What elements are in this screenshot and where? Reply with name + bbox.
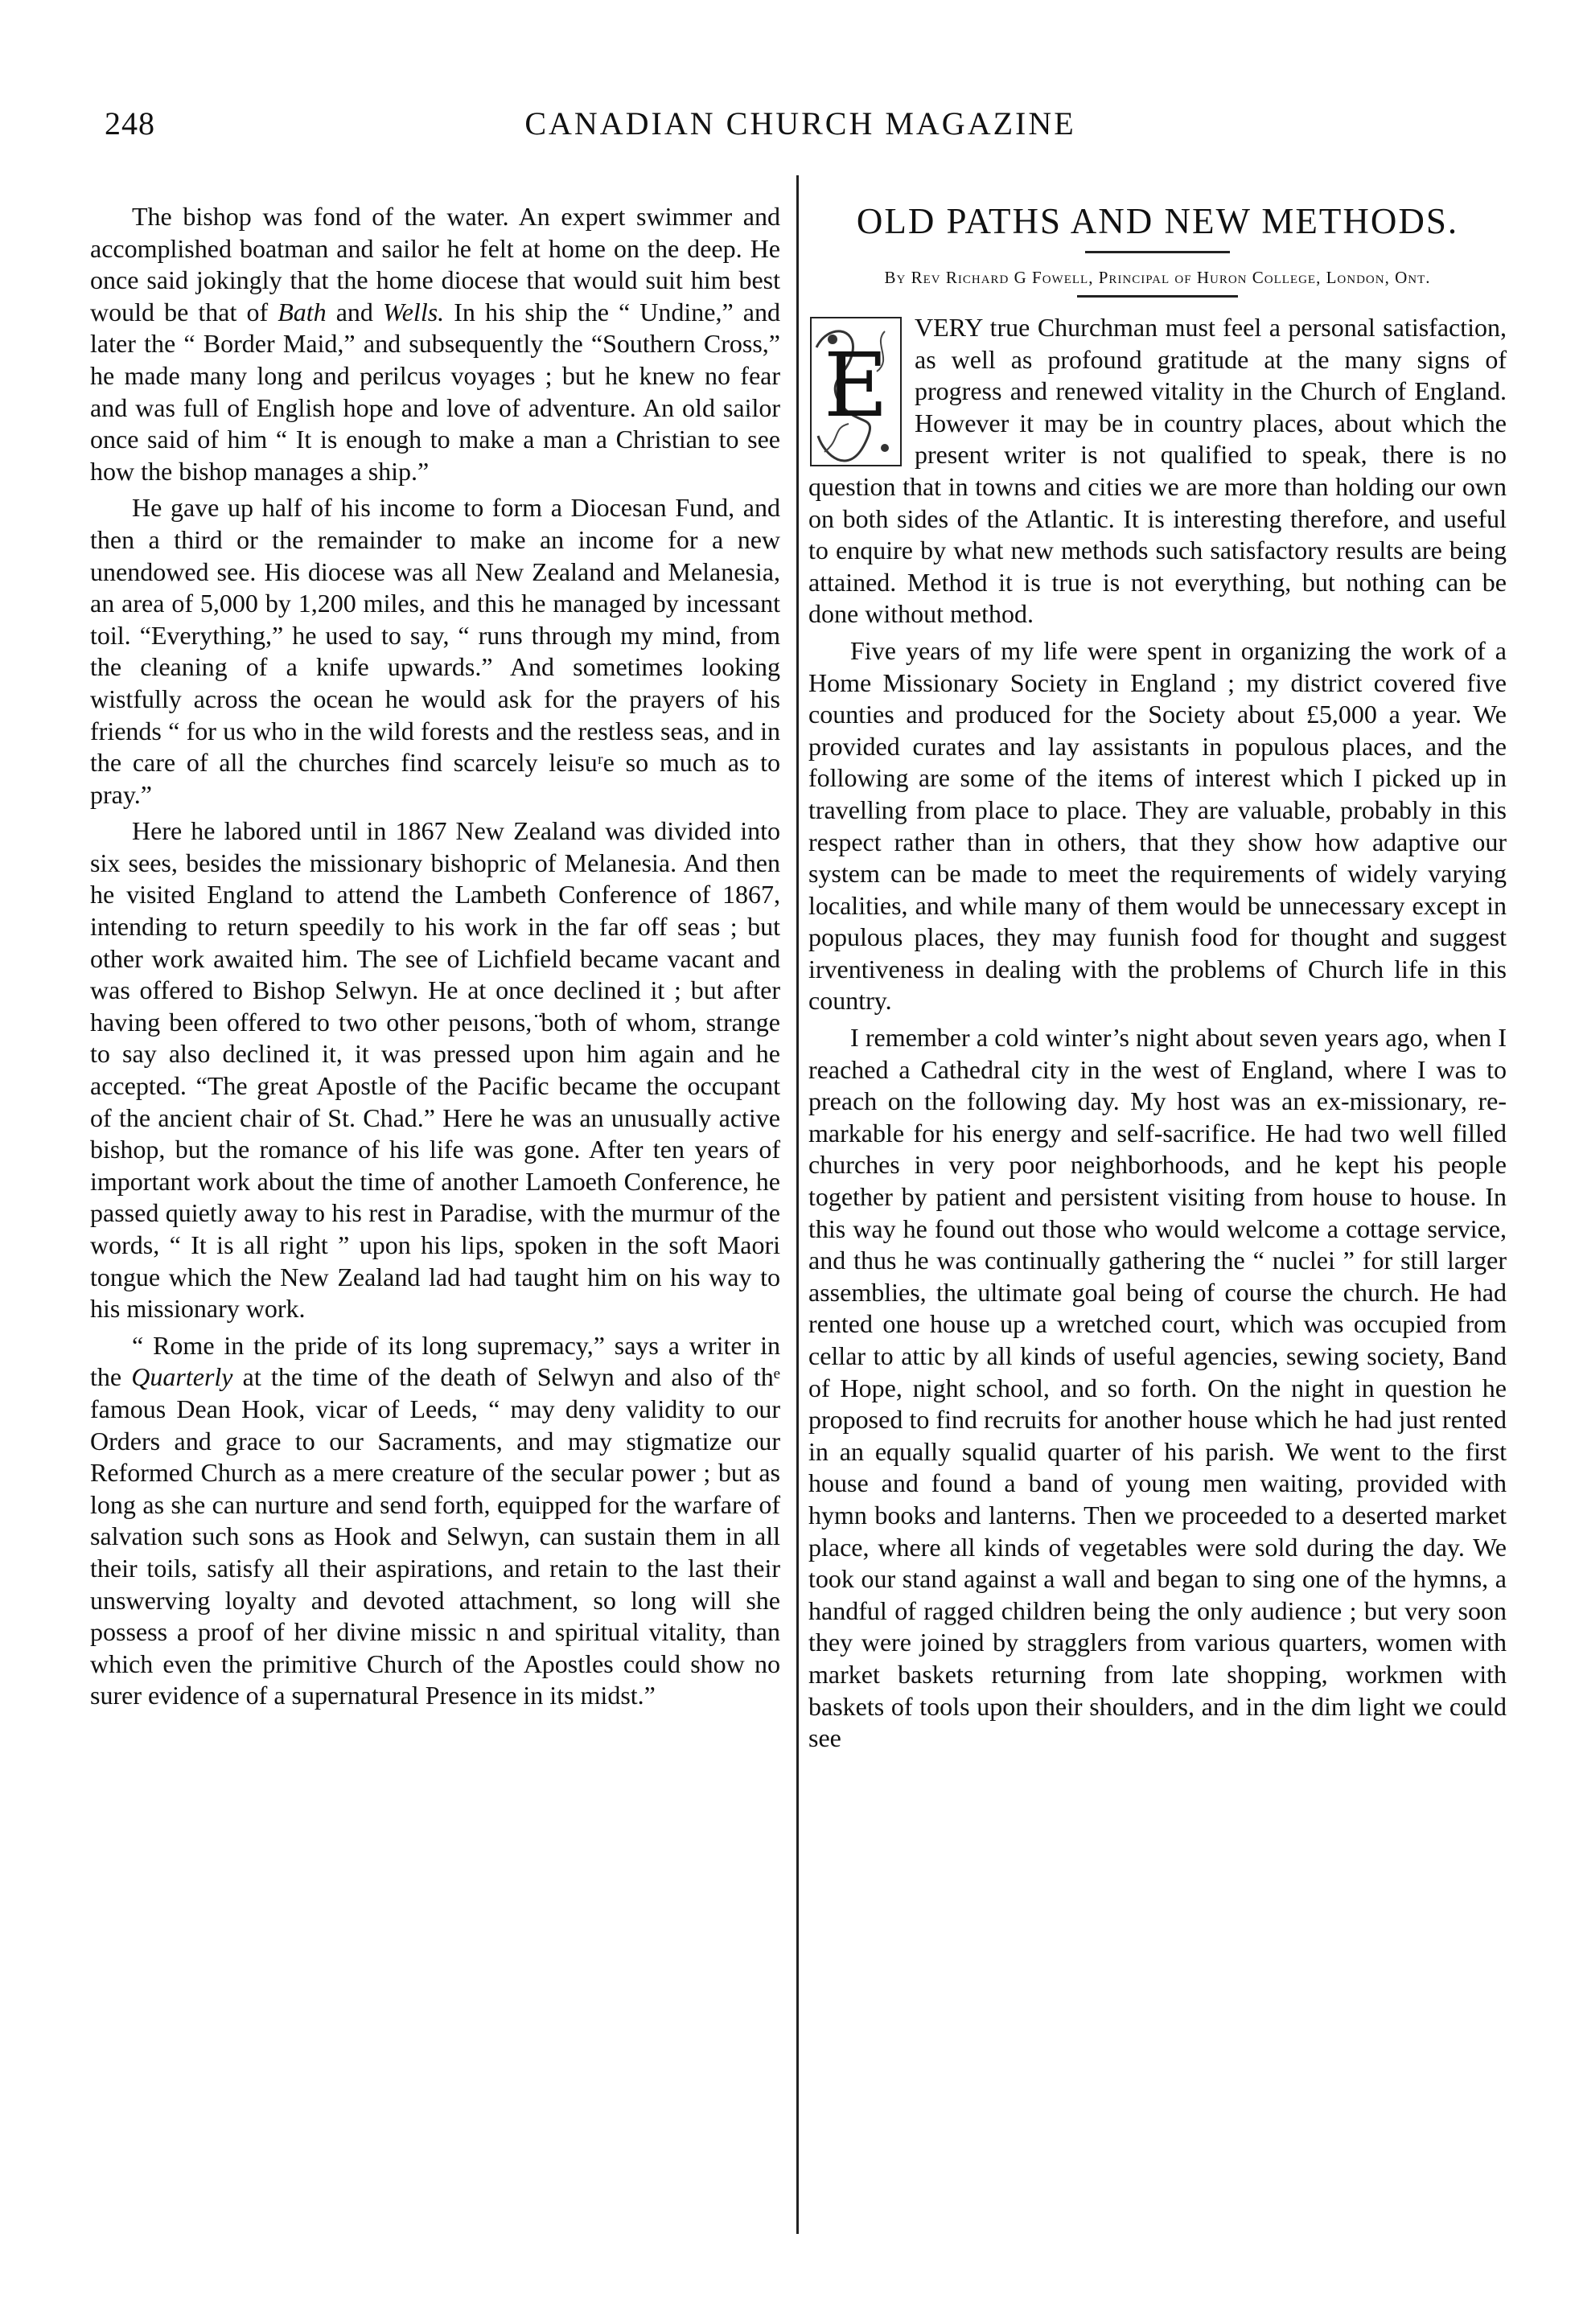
byline: By Rev Richard G Fowell, Principal of Huron College, London, Ont. bbox=[884, 268, 1431, 287]
ornamental-dropcap bbox=[808, 315, 903, 468]
article-title: OLD PATHS AND NEW METHODS. bbox=[856, 201, 1459, 241]
paragraph: “ Rome in the pride of its long supremacy,” says a writer in the Quarterly at the time of the death of Selwyn and also of thᵉ famous Dean Hook, vicar of Leeds, “ may deny validity to our Orders and grace to our Sacraments, and may stigmatize our Reformed Church as a mere creature of the secular power ; but as long as she can nurture and send forth, equipped for the warfare of salvation such sons as Hook and Selwyn, can sustain them in all their toils, satisfy all their aspirations, and retain to the last their unswerving loyalty and devoted attachment, so long will she possess a proof of her divine missic n and spiritual vitality, than which even the primitive Church of the Apostles could show no surer evidence of a supernatural Presence in its midst.” bbox=[90, 1330, 780, 1710]
byline-rule bbox=[1077, 295, 1238, 298]
page-header bbox=[105, 105, 1496, 153]
paragraph: He gave up half of his income to form a Diocesan Fund, and then a third or the remainder to make an income for a new unendowed see. His diocese was all New Zealand and Melanesia, an area of 5,000 by 1,200 miles, and this he managed by incessant toil. “Everything,” he used to say, “ runs through my mind, from the cleaning of a knife upwards.” And sometimes looking wistfully across the ocean he would ask for the prayers of his friends “ for us who in the wild forests and the restless seas, and in the care of all the churches find scarcely leisuʳe so much as to pray.” bbox=[90, 493, 780, 809]
paragraph: I remember a cold winter’s night about seven years ago, when I reached a Cathedral city in the west of England, where I was to preach on the following day. My host was an ex-missionary, remarkable for his energy and self-sacrifice. He had two well filled churches in very poor neighborhoods, and he kept his people together by patient and persistent visiting from house to house. In this way he found out those who would welcome a cottage service, and thus he was continually gathering the “ nuclei ” for still larger assemblies, the ultimate goal being of course the church. He had rented one house up a wretched court, which was occupied from cellar to attic by all kinds of useful agencies, sewing society, Band of Hope, night school, and so forth. On the night in question he proposed to find recruits for another house which he had just rented in an equally squalid quarter of his parish. We went to the first house and found a band of young men waiting, provided with hymn books and lanterns. Then we proceeded to a deserted market place, where all kinds of vegetables were sold during the day. We took our stand against a wall and began to sing one of the hymns, a handful of ragged children being the only audience ; but very soon they were joined by stragglers from various quarters, women with market baskets returning from late shopping, workmen with baskets of tools upon their shoulders, and in the dim light we could see bbox=[808, 1023, 1507, 1753]
paragraph: E VERY true Churchman must feel a personal satisfaction, as well as profound gratitude at the many signs of progress and renewed vitality in the Church of England. However it may be in country places, about which the present writer is not qualified to speak, there is no question that in towns and cities we are more than holding our own on both sides of the Atlantic. It is interesting therefore, and useful to enquire by what new methods such satisfactory results are being attained. Method it is true is not everything, but nothing can be done without method. bbox=[808, 313, 1507, 629]
paragraph: The bishop was fond of the water. An expert swimmer and accomplished boatman and sailor he felt at home on the deep. He once said jokingly that the home diocese that would suit him best would be that of Bath and Wells. In his ship the “ Undine,” and later the “ Border Maid,” and subsequently the “Southern Cross,” he made many long and perilcus voyages ; but he knew no fear and was full of English hope and love of adventure. An old sailor once said of him “ It is enough to make a man a Christian to see how the bishop manages a ship.” bbox=[90, 202, 781, 486]
title-rule bbox=[1085, 251, 1230, 253]
page-number: 248 bbox=[105, 105, 155, 142]
right-column bbox=[808, 201, 1507, 1759]
column-divider bbox=[796, 175, 799, 2234]
paragraph: Here he labored until in 1867 New Zealand was divided into six sees, besides the missionary bishopric of Melanesia. And then he visited England to attend the Lambeth Conference of 1867, intending to return speedily to his work in the far off seas ; but other work awaited him. The see of Lichfield became vacant and was offered to Bishop Selwyn. He at once declined it ; but after having been offered to two other peısons, ̈both of whom, strange to say also declined it, it was pressed upon him again and he accepted. “The great Apostle of the Pacific became the occupant of the ancient chair of St. Chad.” Here he was an unusually active bishop, but the romance of his life was gone. After ten years of important work about the time of another Lamoeth Conference, he passed quietly away to his rest in Paradise, with the murmur of the words, “ It is all right ” upon his lips, spoken in the soft Maori tongue which the New Zealand lad had taught him on his way to his missionary work. bbox=[90, 816, 780, 1324]
paragraph: Five years of my life were spent in organizing the work of a Home Missionary Society in England ; my district covered five counties and produced for the Society about £5,000 a year. We provided curates and lay assistants in populous places, and the following are some of the items of interest which I picked up in travelling from place to place. They are valuable, probably in this respect rather than in others, that they show how adaptive our system can be made to meet the requirements of widely varying localities, and while many of them would be unnecessary except in populous places, they may fuınish food for thought and suggest irventiveness in dealing with the problems of Church life in this country. bbox=[808, 635, 1507, 1016]
running-title: CANADIAN CHURCH MAGAZINE bbox=[524, 105, 1076, 142]
left-column bbox=[90, 201, 780, 1717]
svg-text:E: E bbox=[823, 334, 889, 437]
